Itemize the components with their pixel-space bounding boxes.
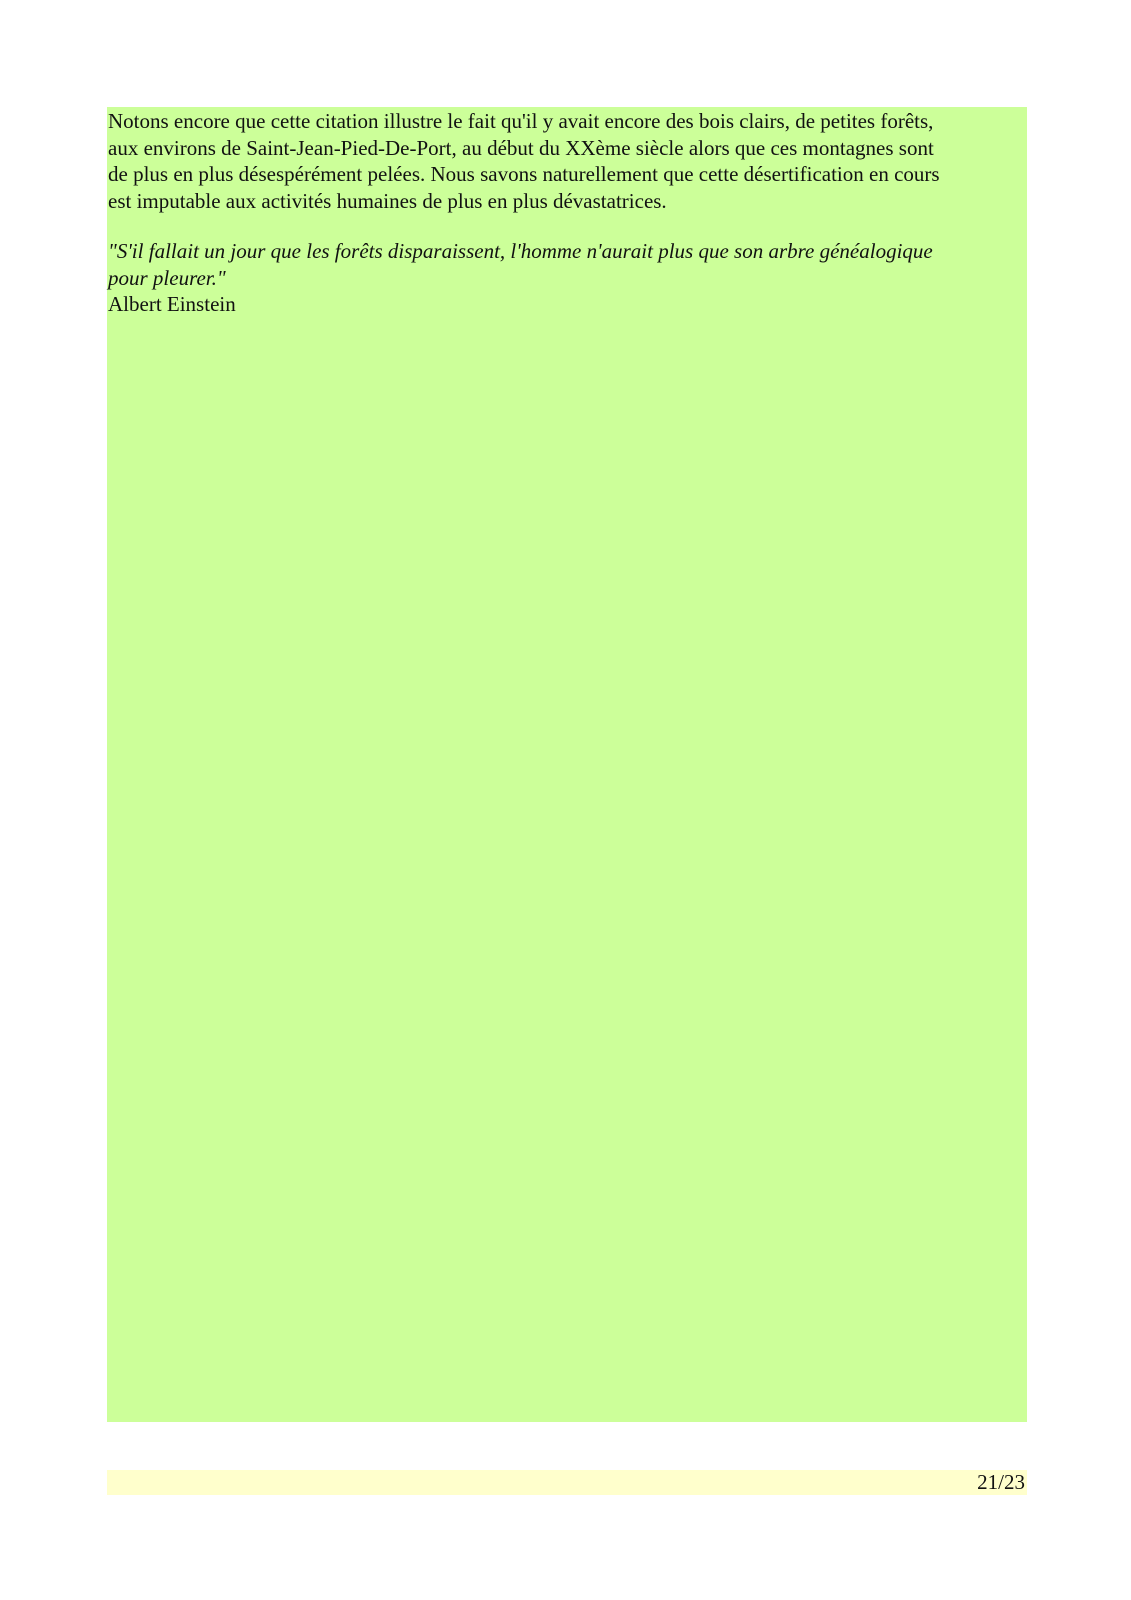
paragraph-spacer — [108, 214, 1027, 238]
quotation — [108, 238, 1027, 291]
body-line: aux environs de Saint-Jean-Pied-De-Port, au début du XXème siècle alors que ces montagnes sont — [108, 135, 934, 160]
content-block — [107, 107, 1027, 1422]
body-line: est imputable aux activités humaines de plus en plus dévastatrices. — [108, 188, 667, 213]
page-footer — [107, 1470, 1027, 1495]
body-line: de plus en plus désespérément pelées. Nous savons naturellement que cette désertification en cours — [108, 162, 940, 186]
quote-line: pour pleurer." — [108, 265, 226, 290]
body-line: Notons encore que cette citation illustre le fait qu'il y avait encore des bois clairs, de petites forêts, — [108, 109, 934, 133]
page-number: 21/23 — [977, 1470, 1025, 1494]
quote-line: "S'il fallait un jour que les forêts disparaissent, l'homme n'aurait plus que son arbre généalogique — [108, 239, 933, 263]
quote-author: Albert Einstein — [108, 292, 236, 316]
body-paragraph — [108, 108, 1027, 214]
